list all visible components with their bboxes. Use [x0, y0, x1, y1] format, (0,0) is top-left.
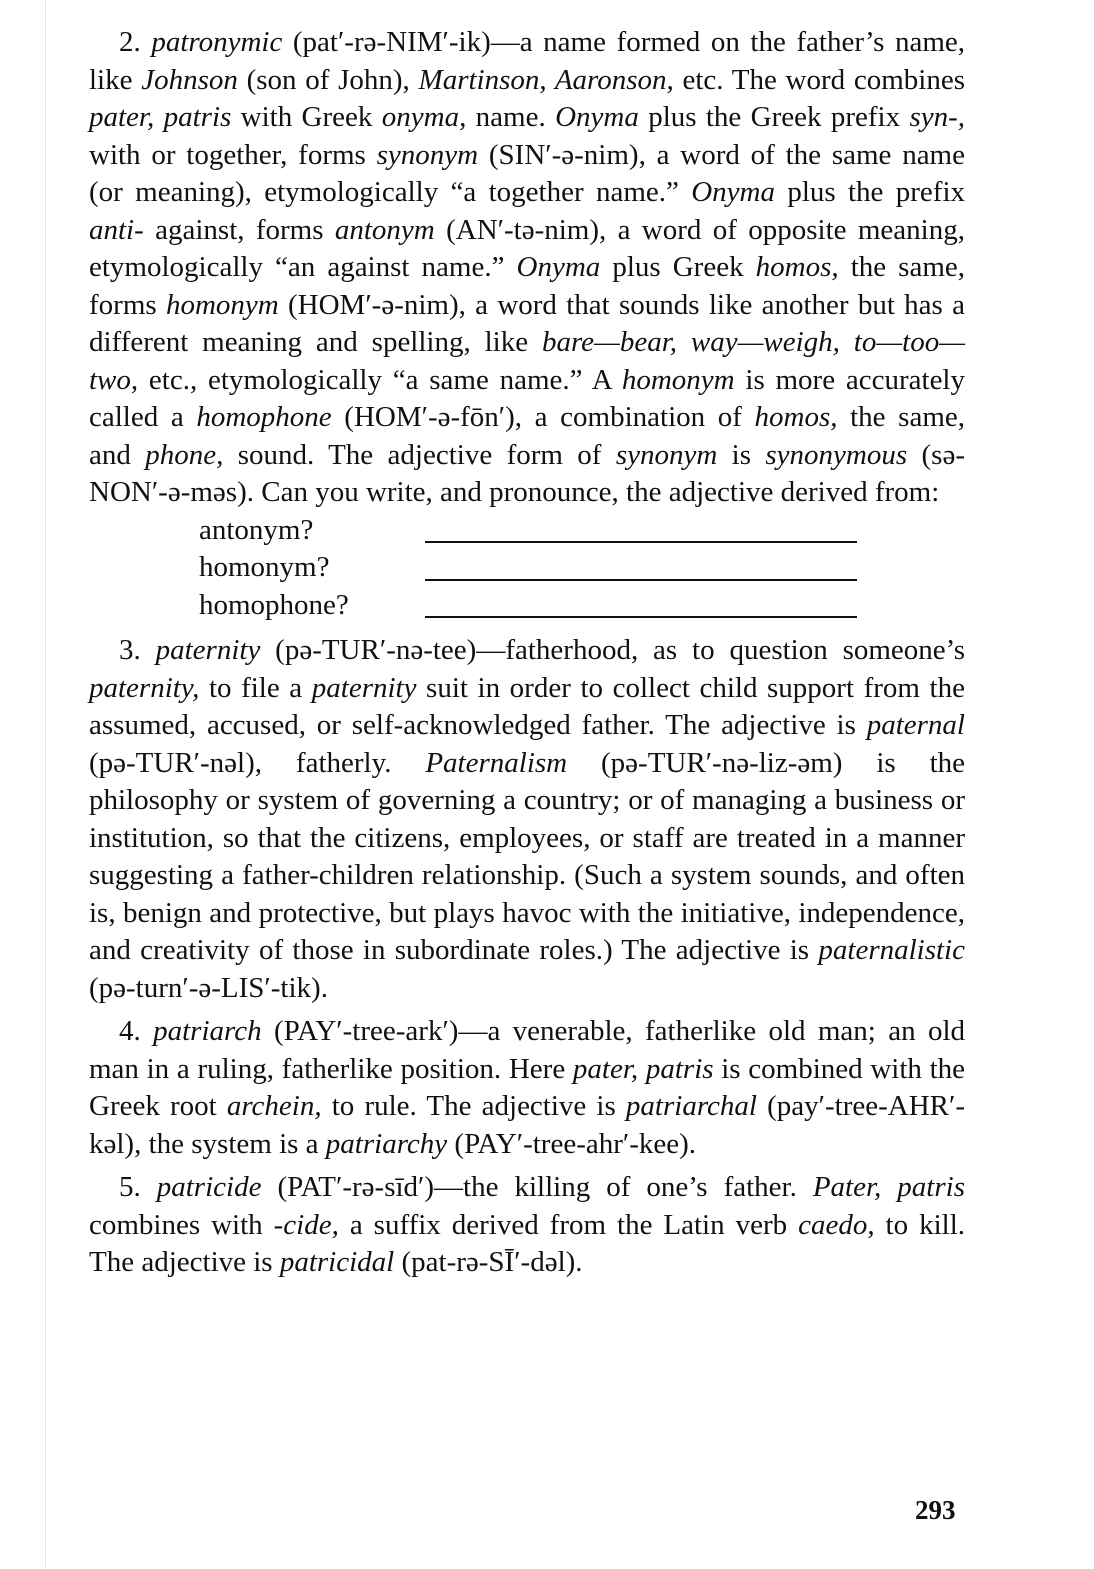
entry-text: (PAY′-tree-ahr′-kee).: [447, 1127, 697, 1160]
entry-text: to kill. The adjective is: [89, 1208, 966, 1278]
entry-patronymic: [89, 24, 965, 512]
entry-patricide: [89, 1169, 965, 1282]
entry-text: combines with: [89, 1208, 274, 1241]
entry-text: (sə-NON′-ə-məs). Can you write, and pronounce, the adjective derived from:: [89, 438, 965, 508]
entry-text: etc., etymologically “a same name.” A: [138, 363, 622, 396]
entry-patriarch: [89, 1013, 965, 1163]
entry-text: plus the Greek prefix: [638, 101, 910, 133]
entry-text: sound. The adjective form of: [223, 438, 616, 471]
emphasis: synonymous: [765, 438, 908, 471]
entry-text: (son of John),: [237, 63, 419, 96]
entry-text: (pə-TUR′-nə-tee)—fatherhood, as to question someone’s: [260, 634, 966, 666]
emphasis: homophone: [196, 401, 332, 433]
entry-number: 2.: [119, 26, 141, 58]
emphasis: Onyma: [691, 176, 775, 208]
exercise-row: [199, 512, 965, 550]
emphasis: onyma,: [381, 101, 467, 133]
page-number: 293: [915, 1495, 956, 1525]
emphasis: patricidal: [279, 1246, 395, 1278]
text-column: [89, 24, 965, 1282]
entry-term: patricide: [156, 1171, 262, 1203]
entry-text: to file a: [199, 671, 312, 704]
emphasis: Paternalism: [425, 746, 568, 779]
emphasis: paternity: [311, 671, 417, 704]
entry-text: against, forms: [143, 213, 335, 246]
entry-text: etc. The word combines: [673, 63, 965, 96]
emphasis: paternity,: [89, 671, 200, 704]
entry-text: the same, forms: [89, 251, 966, 321]
emphasis: bare—bear, way—weigh, to—too—two,: [89, 326, 965, 396]
entry-text: name.: [466, 101, 556, 133]
emphasis: Onyma: [555, 101, 639, 133]
exercise-word: homonym?: [199, 551, 330, 583]
entry-text: with Greek: [231, 101, 382, 133]
entry-text: (PAT′-rə-sīd′)—the killing of one’s father.: [261, 1171, 813, 1203]
emphasis: syn-,: [909, 101, 966, 133]
entry-text: (AN′-tə-nim), a word of opposite meaning, etymologically “an against name.”: [89, 213, 965, 283]
entry-text: plus Greek: [600, 251, 756, 283]
entry-number: 3.: [119, 634, 141, 666]
emphasis: paternal: [866, 709, 965, 741]
entry-text: (PAY′-tree-ark′)—a venerable, fatherlike old man; an old man in a ruling, fatherlike position. Here: [89, 1015, 965, 1085]
entry-text: suit in order to collect child support from the assumed, accused, or self-acknowledged father. The adjective is: [89, 671, 965, 741]
emphasis: paternalistic: [818, 934, 965, 966]
emphasis: synonym: [615, 438, 718, 471]
entry-text: (HOM′-ə-nim), a word that sounds like another but has a different meaning and spelling, like: [89, 288, 965, 358]
emphasis: Johnson: [141, 63, 238, 96]
emphasis: homos,: [755, 251, 839, 283]
entry-text: (HOM′-ə-fōn′), a combination of: [331, 401, 755, 433]
emphasis: anti-: [89, 213, 144, 246]
emphasis: -cide,: [273, 1208, 339, 1241]
emphasis: synonym: [376, 138, 479, 171]
emphasis: caedo,: [798, 1208, 875, 1241]
emphasis: Pater, patris: [812, 1171, 965, 1203]
emphasis: Martinson, Aaronson,: [418, 63, 674, 96]
entry-paternity: [89, 632, 965, 1007]
emphasis: homonym: [165, 288, 279, 321]
entry-text: is: [717, 438, 766, 471]
emphasis: antonym: [334, 213, 435, 246]
emphasis: patriarchy: [325, 1127, 448, 1160]
entry-text: is more accurately called a: [89, 363, 965, 433]
emphasis: patriarchal: [625, 1090, 757, 1122]
entry-text: (pə-turn′-ə-LIS′-tik).: [89, 971, 328, 1004]
entry-text: plus the prefix: [774, 176, 965, 208]
entry-text: is combined with the Greek root: [89, 1052, 966, 1122]
emphasis: pater, patris: [89, 101, 232, 133]
entry-term: patronymic: [151, 26, 283, 58]
emphasis: homonym: [621, 363, 735, 396]
entry-text: (pat′-rə-NIM′-ik)—a name formed on the father’s name, like: [89, 26, 965, 96]
exercise-word: homophone?: [199, 588, 349, 621]
entry-term: patriarch: [153, 1015, 262, 1047]
entry-number: 5.: [119, 1171, 141, 1203]
fill-in-exercise: [89, 512, 965, 625]
entry-text: with or together, forms: [89, 138, 377, 171]
answer-blank[interactable]: [425, 541, 857, 543]
entry-text: (pə-TUR′-nə-liz-əm) is the philosophy or system of governing a country; or of managing a business or institution, so that the citizens, employees, or staff are treated in a manner suggesting a father-children relationship. (Such a system sounds, and often is, benign and protective, but plays havoc with the initiative, independence, and creativity of those in subordinate roles.) The adjective is: [89, 746, 966, 966]
emphasis: phone,: [145, 438, 224, 471]
emphasis: Onyma: [516, 251, 601, 283]
emphasis: pater, patris: [572, 1052, 714, 1085]
exercise-row: [199, 587, 965, 625]
exercise-word: antonym?: [199, 513, 314, 546]
entry-text: a suffix derived from the Latin verb: [338, 1208, 799, 1241]
answer-blank[interactable]: [425, 579, 857, 581]
page-edge-line: [45, 0, 46, 1569]
entry-text: (SIN′-ə-nim), a word of the same name (or meaning), etymologically “a together name.”: [89, 138, 965, 208]
emphasis: homos,: [754, 401, 838, 433]
entry-text: the same, and: [89, 401, 965, 471]
entry-text: (pay′-tree-AHR′-kəl), the system is a: [89, 1090, 965, 1160]
entry-text: to rule. The adjective is: [321, 1090, 626, 1122]
answer-blank[interactable]: [425, 616, 857, 618]
emphasis: archein,: [226, 1090, 322, 1122]
exercise-row: [199, 549, 965, 587]
entry-number: 4.: [119, 1015, 141, 1047]
entry-text: (pə-TUR′-nəl), fatherly.: [89, 746, 426, 779]
entry-text: (pat-rə-SĪ′-dəl).: [394, 1246, 583, 1278]
entry-term: paternity: [155, 634, 261, 666]
